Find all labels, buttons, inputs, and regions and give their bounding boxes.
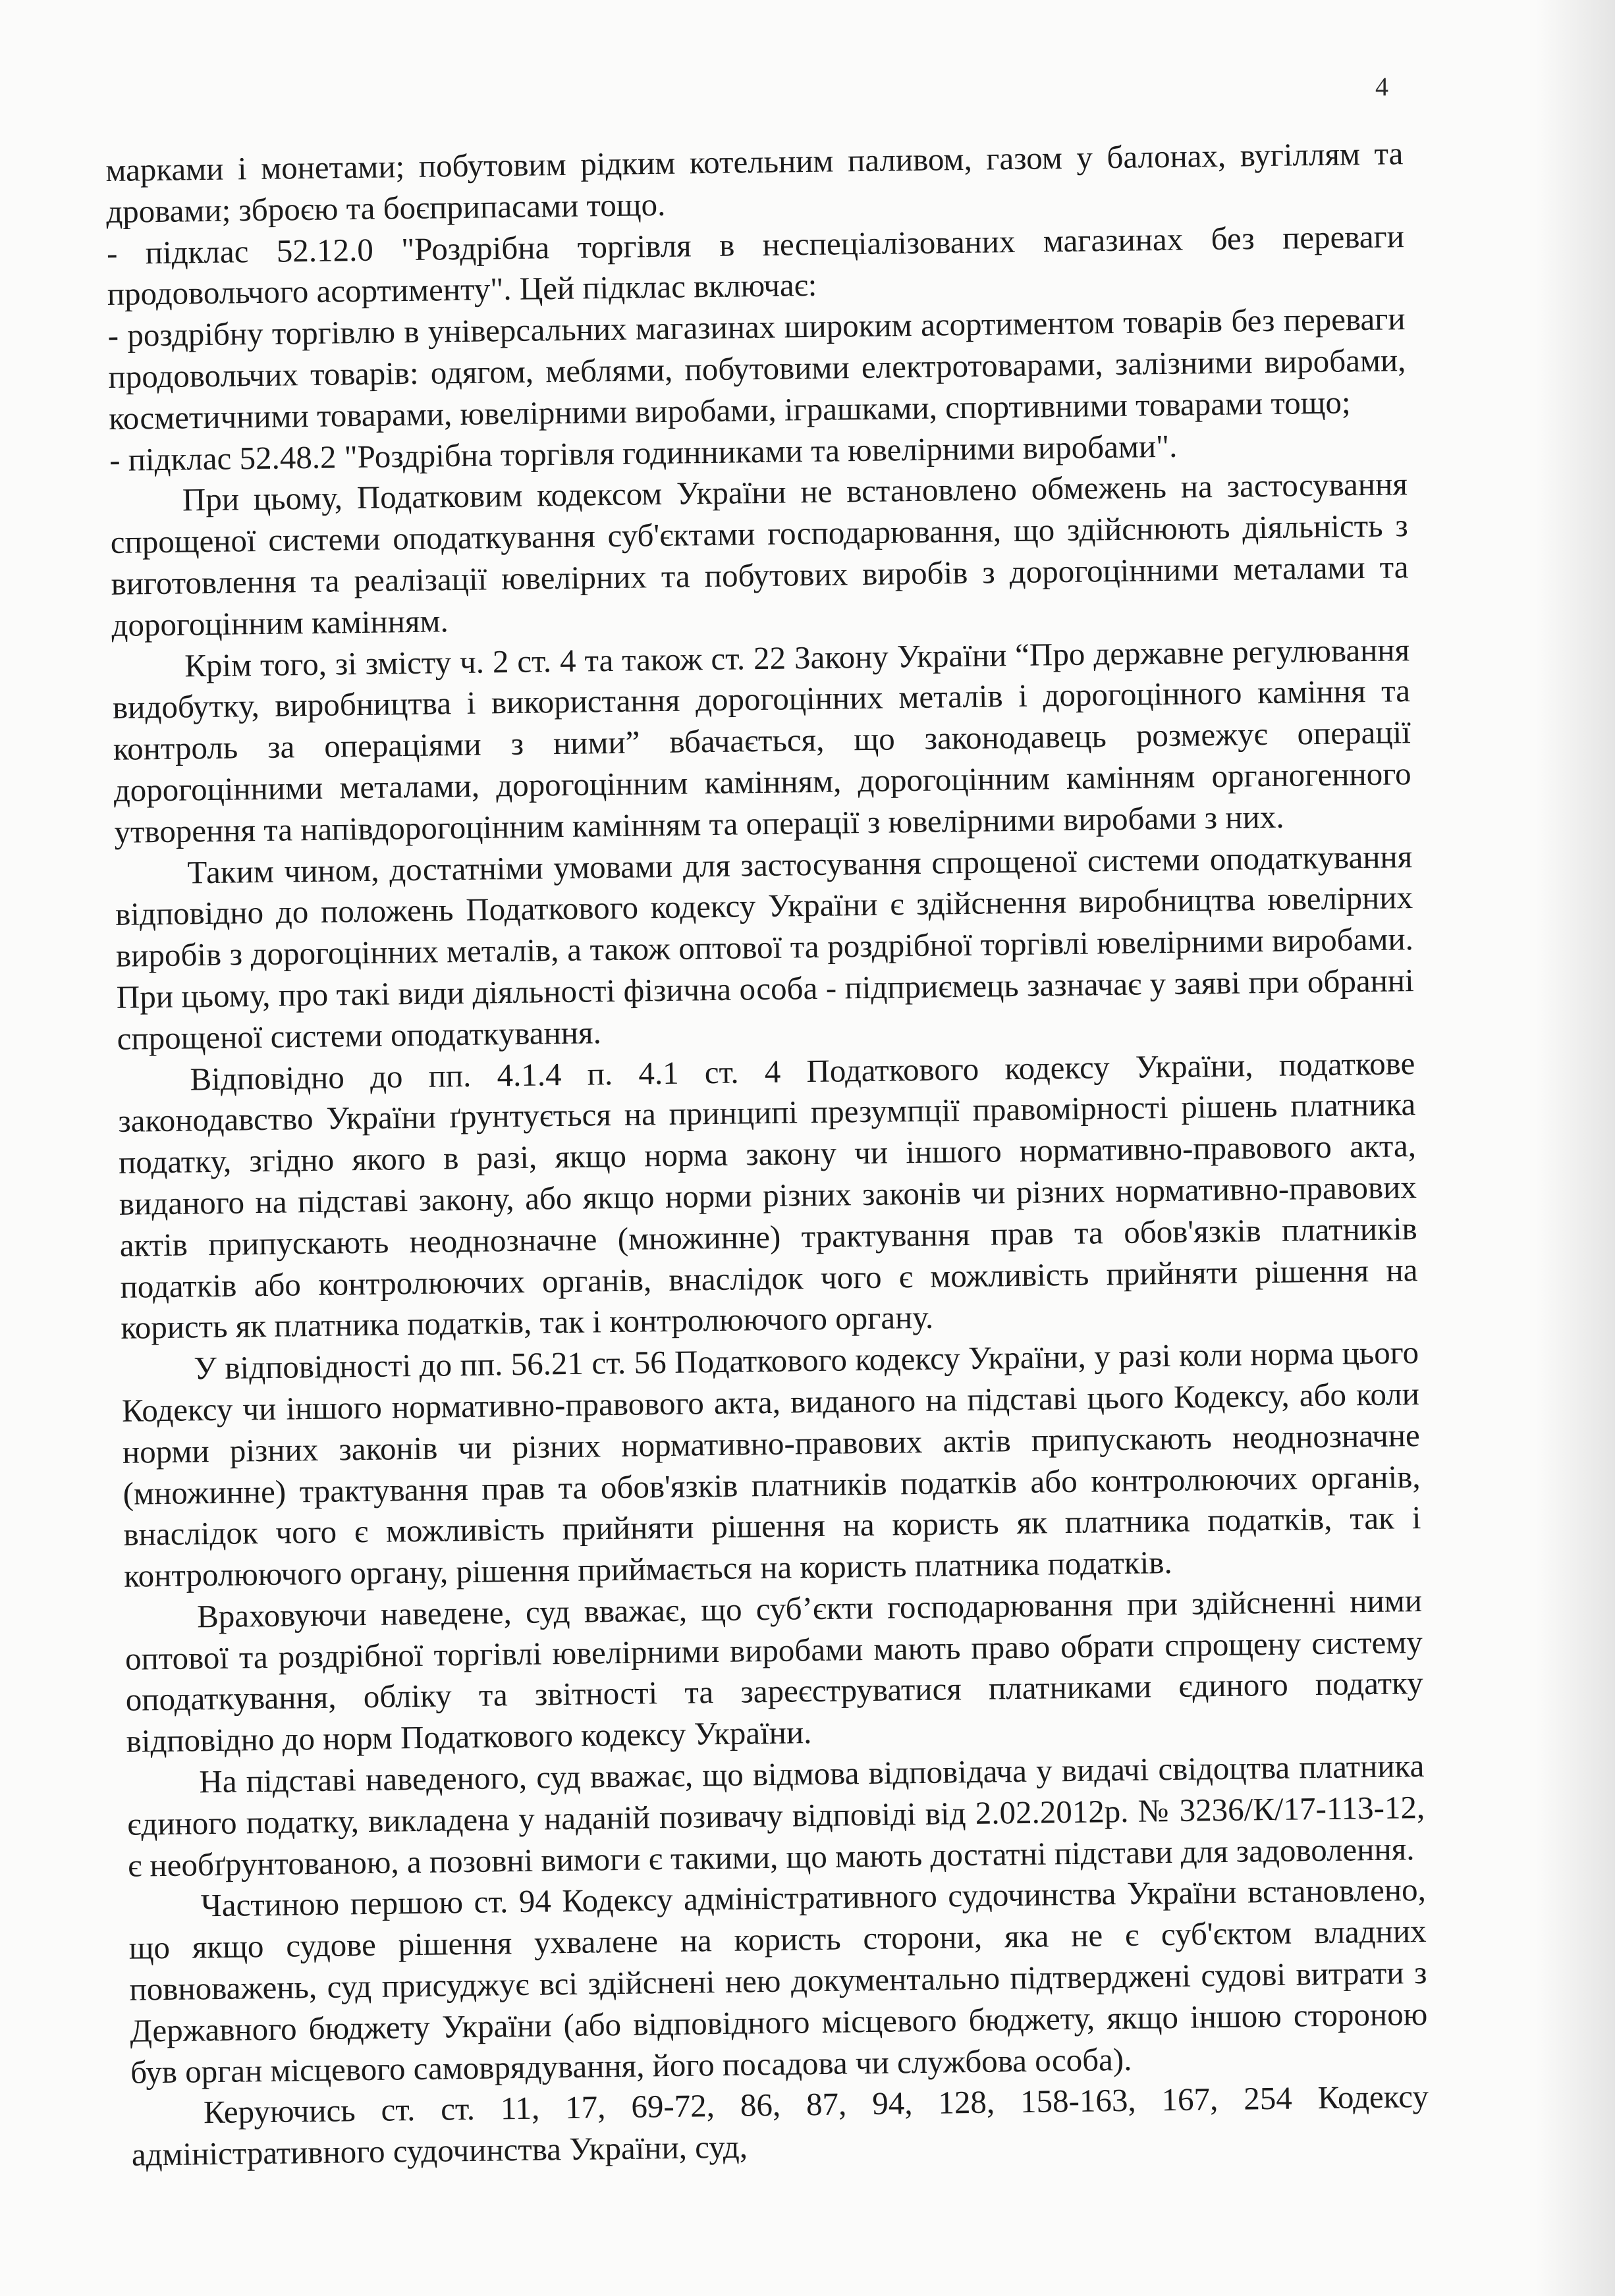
paragraph: Частиною першою ст. 94 Кодексу адміністративного судочинства України встановлено, що якщо судове рішення ухвалене на користь сторони, яка не є суб'єктом владних повноважень, суд присуджує всі здійснені нею документально підтверджені судові витрати з Державного бюджету України (або відповідного місцевого бюджету, якщо іншою стороною був орган місцевого самоврядування, його посадова чи службова особа).	[128, 1871, 1428, 2091]
paragraph: На підставі наведеного, суд вважає, що відмова відповідача у видачі свідоцтва платника єдиного податку, викладена у наданій позивачу відповіді від 2.02.2012р. № 3236/К/17-113-12, є необґрунтованою, а позовні вимоги є такими, що мають достатні підстави для задоволення.	[126, 1748, 1425, 1884]
paragraph: Таким чином, достатніми умовами для застосування спрощеної системи оподаткування відповідно до положень Податкового кодексу України є здійснення виробництва ювелірних виробів з дорогоцінних металів, а також оптової та роздрібної торгівлі ювелірними виробами. При цьому, про такі види діяльності фізична особа - підприємець зазначає у заяві при обранні спрощеної системи оподаткування.	[115, 838, 1415, 1057]
paragraph: - підклас 52.12.0 "Роздрібна торгівля в неспеціалізованих магазинах без переваги продовольчого асортименту". Цей підклас включає:	[106, 217, 1405, 313]
paragraph: Крім того, зі змісту ч. 2 ст. 4 та також ст. 22 Закону України “Про державне регулювання видобутку, виробництва і використання дорогоцінних металів і дорогоцінного каміння та контроль за операціями з ними” вбачається, що законодавець розмежує операції дорогоцінними металами, дорогоцінним камінням, дорогоцінним камінням органогенного утворення та напівдорогоцінним камінням та операції з ювелірними виробами з них.	[112, 631, 1411, 850]
page-number: 4	[1375, 72, 1388, 101]
paragraph: - підклас 52.48.2 "Роздрібна торгівля годинниками та ювелірними виробами".	[109, 427, 1178, 478]
page-edge-shadow	[1536, 0, 1615, 2296]
paragraph: - роздрібну торгівлю в універсальних магазинах широким асортиментом товарів без переваги продовольчих товарів: одягом, меблями, побутовими електротоварами, залізними виробами, косметичними товарами, ювелірними виробами, іграшками, спортивними товарами тощо;	[107, 300, 1406, 437]
paragraph: марками і монетами; побутовим рідким котельним паливом, газом у балонах, вугіллям та дровами; зброєю та боєприпасами тощо.	[105, 135, 1404, 230]
paragraph: Враховуючи наведене, суд вважає, що суб’єкти господарювання при здійсненні ними оптової та роздрібної торгівлі ювелірними виробами мають право обрати спрощену систему оподаткування, обліку та звітності та зареєструватися платниками єдиного податку відповідно до норм Податкового кодексу України.	[124, 1582, 1424, 1760]
paragraph: При цьому, Податковим кодексом України не встановлено обмежень на застосування спрощеної системи оподаткування суб'єктами господарювання, що здійснюють діяльність з виготовлення та реалізації ювелірних та побутових виробів з дорогоцінними металами та дорогоцінним камінням.	[110, 466, 1409, 643]
paragraph: Керуючись ст. ст. 11, 17, 69-72, 86, 87, 94, 128, 158-163, 167, 254 Кодексу адміністративного судочинства України, суд,	[131, 2078, 1429, 2173]
paragraph: Відповідно до пп. 4.1.4 п. 4.1 ст. 4 Податкового кодексу України, податкове законодавство України ґрунтується на принципі презумпції правомірності рішень платника податку, згідно якого в разі, якщо норма закону чи іншого нормативно-правового акта, виданого на підставі закону, або якщо норми різних законів чи різних нормативно-правових актів припускають неоднозначне (множинне) трактування прав та обов'язків платників податків або контролюючих органів, внаслідок чого є можливість прийняти рішення на користь як платника податків, так і контролюючого органу.	[117, 1044, 1418, 1347]
paragraph: У відповідності до пп. 56.21 ст. 56 Податкового кодексу України, у разі коли норма цього Кодексу чи іншого нормативно-правового акта, виданого на підставі цього Кодексу, або коли норми різних законів чи різних нормативно-правових актів припускають неоднозначне (множинне) трактування прав та обов'язків платників податків або контролюючих органів, внаслідок чого є можливість прийняти рішення на користь як платника податків, так і контролюючого органу, рішення приймається на користь платника податків.	[121, 1334, 1421, 1594]
document-body	[105, 133, 1429, 2176]
